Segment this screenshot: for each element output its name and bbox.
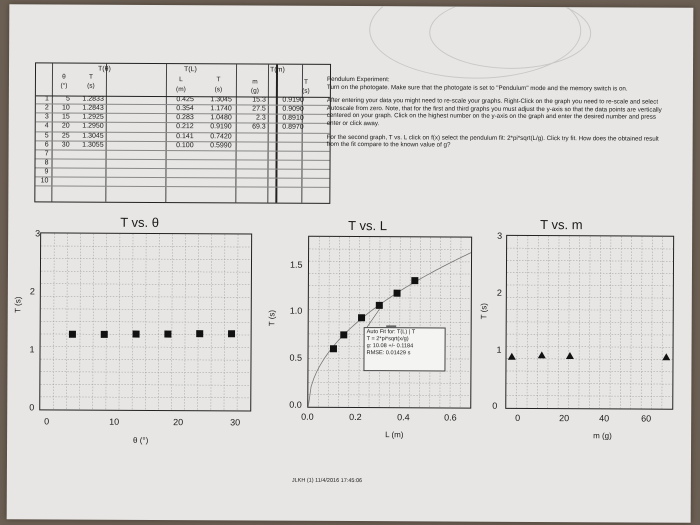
grid-line (308, 395, 470, 396)
cell-m: 69.3 (252, 123, 266, 131)
grid-line (507, 346, 673, 347)
fit-rmse: RMSE: 0.01429 s (366, 350, 411, 357)
grid-line (328, 237, 329, 407)
row-number: 10 (40, 177, 49, 185)
cell-theta: 5 (65, 95, 70, 103)
cell-t-l: 1.3045 (210, 96, 232, 104)
cell-l: 0.354 (176, 105, 194, 113)
data-point (228, 330, 235, 337)
data-point (133, 331, 140, 338)
grid-line (589, 236, 590, 408)
instructions-rescale: After entering your data you might need to re-scale your graphs. Right-Click on the graph you need to re-scale and select Autoscale from zero. Note, that for the first and third graphs you must adjust the y-axis so that the data points are vertically centered on your graph. Click on the highest number on the y-axis on the graph and enter the desired number and press enter or click away. (326, 97, 662, 128)
data-point (394, 290, 401, 297)
x-axis-label: m (g) (593, 431, 612, 441)
grid-line (507, 334, 673, 335)
y-tick: 0.5 (289, 352, 303, 363)
grid-line (41, 347, 251, 348)
data-table (34, 62, 331, 204)
cell-t-theta: 1.2950 (82, 122, 104, 130)
y-tick: 0.0 (289, 399, 302, 410)
group-header-t-l: T(L) (183, 66, 197, 74)
y-tick: 3 (35, 228, 41, 239)
x-tick: 0.4 (397, 412, 410, 423)
grid-line (211, 234, 212, 410)
fit-label: Auto Fit for: T(L) | T (366, 329, 416, 336)
x-tick: 0.0 (301, 411, 314, 422)
grid-line (548, 236, 549, 408)
graph-title-t-vs-l: T vs. L (348, 217, 388, 234)
col-unit-m: (g) (250, 87, 259, 95)
instructions (327, 76, 662, 155)
x-tick: 30 (230, 417, 241, 428)
grid-line (568, 236, 569, 408)
y-axis-label: T (s) (13, 296, 23, 313)
data-point (508, 353, 516, 360)
row-number: 3 (44, 113, 49, 121)
data-point (538, 351, 546, 358)
y-axis-label: T (s) (267, 309, 277, 327)
col-header-l: L (179, 76, 183, 84)
col-header-t3: T (303, 78, 308, 86)
data-point (376, 302, 383, 309)
cell-t-l: 0.9190 (210, 123, 232, 131)
graph-title-t-vs-m: T vs. m (540, 216, 583, 233)
x-tick: 20 (173, 417, 184, 428)
y-tick: 0 (492, 400, 498, 411)
col-header-m: m (252, 78, 258, 86)
col-unit-theta: (°) (60, 82, 68, 90)
col-unit-t2: (s) (214, 86, 223, 94)
x-tick: 0 (515, 412, 521, 423)
x-tick: 60 (641, 413, 652, 424)
x-tick: 40 (599, 413, 610, 424)
cell-theta: 20 (61, 122, 70, 130)
row-number: 1 (44, 95, 49, 103)
y-tick: 0 (29, 402, 35, 413)
cell-t-l: 0.7420 (210, 133, 232, 141)
x-axis-label: θ (°) (133, 435, 149, 445)
cell-m: 27.5 (252, 105, 266, 113)
plot-t-vs-l (307, 236, 472, 409)
graph-title-t-vs-theta: T vs. θ (120, 214, 160, 230)
grid-line (507, 322, 673, 323)
row-number: 2 (44, 104, 49, 112)
row-number: 7 (44, 150, 49, 158)
cell-t-m: 0.9190 (282, 96, 304, 104)
col-unit-t1: (s) (87, 82, 95, 90)
instructions-title: Pendulum Experiment: (326, 75, 390, 84)
cell-t-m: 0.8970 (282, 123, 304, 131)
y-axis-label: T (s) (479, 303, 489, 320)
cell-l: 0.212 (176, 123, 194, 131)
y-tick: 1.5 (289, 259, 303, 270)
grid-line (440, 237, 441, 407)
grid-line (66, 234, 67, 410)
plot-t-vs-m (505, 235, 674, 410)
worksheet-page (7, 4, 694, 523)
col-unit-l: (m) (176, 86, 186, 94)
cell-t-theta: 1.2843 (82, 104, 104, 112)
cell-t-l: 0.5990 (210, 142, 232, 150)
cell-m: 2.3 (256, 114, 266, 122)
grid-line (409, 237, 410, 407)
y-tick: 2 (29, 286, 35, 297)
cell-t-m: 0.8910 (282, 114, 304, 122)
row-number: 8 (44, 159, 49, 167)
y-tick: 1.0 (289, 305, 303, 316)
chart-svg (506, 236, 673, 409)
grid-line (132, 234, 133, 410)
footer-stamp: JLKH (1) 11/4/2016 17:45:06 (291, 477, 363, 485)
fit-g: g: 10.08 +/- 0.1184 (366, 343, 414, 350)
data-point (101, 331, 108, 338)
instructions-fit: For the second graph, T vs. L click on f(x) select the pendulum fit: 2*pi*sqrt(L/g). Click try fit. How does the obtained result from the fit compare to the known value of g? (326, 133, 659, 149)
cell-theta: 15 (61, 113, 70, 121)
cell-theta: 25 (61, 132, 70, 140)
data-point (662, 353, 670, 360)
data-point (340, 331, 347, 338)
plot-t-vs-theta (39, 232, 252, 411)
grid-line (379, 237, 380, 407)
cell-theta: 10 (61, 104, 70, 112)
chart-svg (40, 233, 251, 410)
y-tick: 1 (496, 344, 502, 355)
grid-line (359, 237, 360, 407)
col-header-theta: θ (62, 73, 66, 81)
grid-line (460, 238, 461, 408)
cell-t-theta: 1.2925 (82, 113, 104, 121)
col-header-t2: T (216, 76, 221, 84)
col-unit-t3: (s) (302, 87, 310, 95)
group-header-t-m: T(m) (269, 66, 285, 74)
cell-t-m: 0.9090 (282, 105, 304, 113)
row-number: 4 (44, 122, 49, 130)
fit-result-box (363, 327, 445, 371)
cell-t-theta: 1.2833 (82, 95, 104, 103)
grid-line (237, 234, 238, 410)
cell-l: 0.141 (176, 133, 194, 141)
x-tick: 10 (109, 416, 120, 427)
x-tick: 20 (559, 413, 570, 424)
x-axis-label: L (m) (385, 430, 404, 440)
row-number: 6 (44, 141, 49, 149)
data-point (566, 352, 574, 359)
y-tick: 3 (497, 230, 503, 241)
data-point (164, 331, 171, 338)
grid-line (662, 237, 663, 409)
x-tick: 0.6 (444, 412, 457, 423)
y-tick: 2 (496, 287, 502, 298)
cell-t-theta: 1.3045 (82, 132, 104, 140)
group-header-t-theta: T(θ) (97, 65, 111, 73)
row-number: 5 (44, 132, 49, 140)
instructions-photogate: Turn on the photogate. Make sure that the photogate is set to "Pendulum" mode and the memory switch is on. (326, 83, 628, 93)
cell-l: 0.283 (176, 114, 194, 122)
cell-t-l: 1.0480 (210, 114, 232, 122)
x-tick: 0 (44, 416, 50, 427)
grid-line (41, 284, 251, 285)
fit-equation: T = 2*pi*sqrt(x/g) (366, 336, 409, 343)
data-point (358, 314, 365, 321)
cell-m: 15.3 (252, 96, 266, 104)
chart-svg (308, 237, 471, 408)
cell-theta: 30 (61, 141, 70, 149)
data-point (411, 277, 418, 284)
cell-l: 0.425 (176, 96, 194, 104)
cell-l: 0.100 (176, 142, 194, 150)
x-tick: 0.2 (349, 411, 362, 423)
cell-t-l: 1.1740 (210, 105, 232, 113)
y-tick: 1 (29, 344, 35, 355)
data-point (196, 330, 203, 337)
data-point (330, 345, 337, 352)
grid-line (171, 234, 172, 410)
data-point (69, 331, 76, 338)
row-number: 9 (44, 168, 49, 176)
col-header-t1: T (88, 73, 93, 81)
grid-line (106, 234, 107, 410)
cell-t-theta: 1.3055 (82, 141, 104, 149)
